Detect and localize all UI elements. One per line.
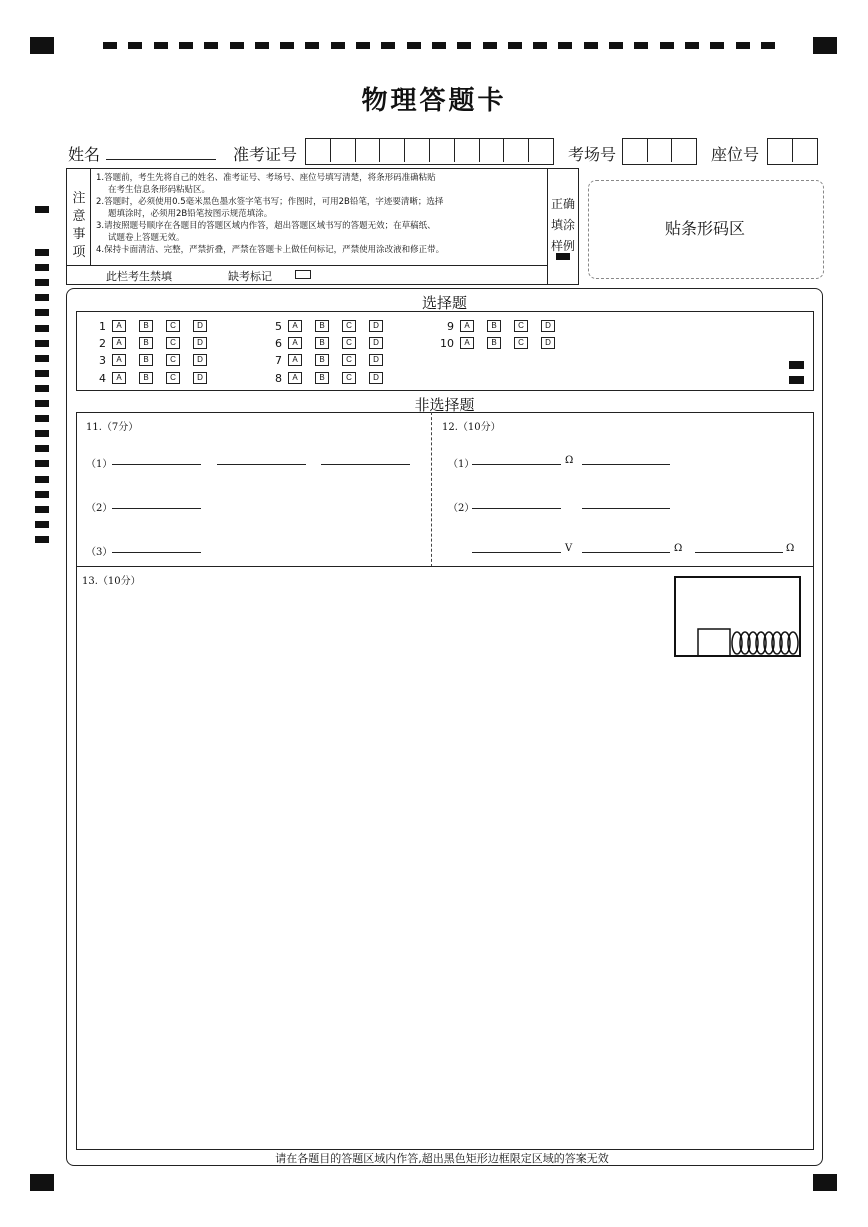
digit-cell[interactable] bbox=[768, 139, 792, 162]
q11-part3-blank[interactable] bbox=[112, 552, 201, 553]
digit-cell[interactable] bbox=[379, 139, 404, 162]
timing-mark bbox=[103, 42, 117, 49]
q12-part2-label: （2） bbox=[448, 503, 475, 514]
digit-cell[interactable] bbox=[671, 139, 696, 162]
room-number-boxes[interactable] bbox=[622, 138, 697, 165]
mc-option-bubble[interactable]: C bbox=[342, 372, 356, 384]
mc-question-row bbox=[268, 319, 396, 333]
q12-part3-unit-ohm-1: Ω bbox=[674, 543, 683, 554]
timing-mark bbox=[710, 42, 724, 49]
timing-mark bbox=[761, 42, 775, 49]
digit-cell[interactable] bbox=[792, 139, 817, 162]
mc-option-bubble[interactable]: D bbox=[541, 337, 555, 349]
notice-label: 注 意 事 项 bbox=[72, 191, 86, 260]
timing-mark bbox=[736, 42, 750, 49]
mc-option-bubble[interactable]: C bbox=[166, 372, 180, 384]
mc-option-bubble[interactable]: D bbox=[369, 337, 383, 349]
corner-mark-top-right bbox=[813, 37, 837, 54]
q12-part2-blank-1[interactable] bbox=[472, 508, 561, 509]
mc-question-row bbox=[92, 353, 220, 367]
digit-cell[interactable] bbox=[503, 139, 528, 162]
q11-part1-blank-3[interactable] bbox=[321, 464, 410, 465]
seat-label: 座位号 bbox=[711, 145, 760, 164]
mc-option-bubble[interactable]: B bbox=[139, 320, 153, 332]
forbidden-label: 此栏考生禁填 bbox=[106, 270, 172, 283]
mc-option-bubble[interactable]: D bbox=[193, 337, 207, 349]
mc-option-bubble[interactable]: D bbox=[369, 372, 383, 384]
timing-mark bbox=[35, 476, 49, 483]
mc-question-number: 1 bbox=[99, 319, 106, 333]
absent-mark-box[interactable] bbox=[295, 270, 311, 279]
q11-q12-divider bbox=[431, 412, 432, 567]
name-field[interactable] bbox=[106, 159, 216, 160]
mc-question-row bbox=[92, 336, 220, 350]
mc-option-bubble[interactable]: A bbox=[288, 372, 302, 384]
timing-mark bbox=[35, 400, 49, 407]
q11-title: 11.（7分） bbox=[86, 422, 139, 433]
notice-line: 3.请按照题号顺序在各题目的答题区域内作答，超出答题区域书写的答题无效；在草稿纸、 bbox=[96, 221, 436, 231]
q12-part2-blank-2[interactable] bbox=[582, 508, 670, 509]
mc-option-bubble[interactable]: B bbox=[487, 337, 501, 349]
mc-option-bubble[interactable]: B bbox=[139, 337, 153, 349]
mc-question-row bbox=[268, 353, 396, 367]
timing-mark bbox=[35, 536, 49, 543]
digit-cell[interactable] bbox=[429, 139, 454, 162]
timing-mark bbox=[432, 42, 446, 49]
timing-mark bbox=[35, 264, 49, 271]
notice-line: 1.答题前，考生先将自己的姓名、准考证号、考场号、座位号填写清楚，将条形码准确粘贴 bbox=[96, 173, 436, 183]
mc-option-bubble[interactable]: B bbox=[315, 337, 329, 349]
mc-option-bubble[interactable]: C bbox=[514, 337, 528, 349]
timing-mark bbox=[407, 42, 421, 49]
q12-part3-blank-2[interactable] bbox=[582, 552, 670, 553]
timing-mark bbox=[35, 415, 49, 422]
timing-mark bbox=[35, 521, 49, 528]
digit-cell[interactable] bbox=[623, 139, 647, 162]
mc-option-bubble[interactable]: C bbox=[166, 320, 180, 332]
absent-label: 缺考标记 bbox=[228, 270, 272, 283]
timing-mark bbox=[356, 42, 370, 49]
mc-option-bubble[interactable]: B bbox=[487, 320, 501, 332]
q11-part1-blank-2[interactable] bbox=[217, 464, 306, 465]
mc-option-bubble[interactable]: A bbox=[112, 372, 126, 384]
example-label: 正确 填涂 样例 bbox=[550, 197, 575, 253]
timing-mark bbox=[331, 42, 345, 49]
mc-question-row bbox=[268, 371, 396, 385]
timing-mark bbox=[508, 42, 522, 49]
mc-option-bubble[interactable]: A bbox=[288, 337, 302, 349]
mc-question-row bbox=[440, 319, 568, 333]
mc-heading: 选择题 bbox=[421, 294, 467, 312]
corner-mark-bottom-right bbox=[813, 1174, 837, 1191]
timing-mark bbox=[533, 42, 547, 49]
mc-option-bubble[interactable]: D bbox=[193, 354, 207, 366]
timing-mark bbox=[35, 340, 49, 347]
mc-question-number: 10 bbox=[440, 336, 454, 350]
mc-option-bubble[interactable]: B bbox=[139, 372, 153, 384]
mc-option-bubble[interactable]: B bbox=[315, 320, 329, 332]
mc-question-number: 5 bbox=[275, 319, 282, 333]
mc-option-bubble[interactable]: B bbox=[315, 354, 329, 366]
timing-mark bbox=[35, 279, 49, 286]
q11-part1-blank-1[interactable] bbox=[112, 464, 201, 465]
id-number-boxes[interactable] bbox=[305, 138, 554, 165]
mc-option-bubble[interactable]: D bbox=[541, 320, 555, 332]
timing-mark bbox=[35, 206, 49, 213]
mc-question-number: 9 bbox=[447, 319, 454, 333]
q13-title: 13.（10分） bbox=[82, 576, 141, 587]
q12-part3-blank-1[interactable] bbox=[472, 552, 561, 553]
timing-mark bbox=[35, 355, 49, 362]
digit-cell[interactable] bbox=[454, 139, 479, 162]
mc-question-row bbox=[92, 319, 220, 333]
q11-part2-label: （2） bbox=[86, 503, 113, 514]
timing-mark bbox=[609, 42, 623, 49]
mc-option-bubble[interactable]: C bbox=[166, 337, 180, 349]
timing-mark bbox=[558, 42, 572, 49]
notice-label-divider bbox=[90, 168, 91, 265]
timing-mark bbox=[204, 42, 218, 49]
timing-mark bbox=[35, 445, 49, 452]
mc-option-bubble[interactable]: A bbox=[460, 337, 474, 349]
q12-part1-blank-2[interactable] bbox=[582, 464, 670, 465]
timing-mark bbox=[35, 385, 49, 392]
nonmc-box bbox=[76, 412, 814, 1150]
digit-cell[interactable] bbox=[479, 139, 504, 162]
spring-block-diagram bbox=[674, 576, 802, 658]
mc-question-row bbox=[440, 336, 568, 350]
mc-option-bubble[interactable]: C bbox=[342, 320, 356, 332]
timing-mark bbox=[280, 42, 294, 49]
mc-question-number: 7 bbox=[275, 353, 282, 367]
mc-option-bubble[interactable]: A bbox=[288, 354, 302, 366]
mc-option-bubble[interactable]: D bbox=[369, 320, 383, 332]
mc-question-row bbox=[92, 371, 220, 385]
q12-part1-unit: Ω bbox=[565, 455, 574, 466]
id-label: 准考证号 bbox=[233, 145, 298, 164]
fill-example-mark bbox=[556, 253, 570, 260]
timing-mark bbox=[35, 491, 49, 498]
mc-option-bubble[interactable]: D bbox=[369, 354, 383, 366]
mc-option-bubble[interactable]: D bbox=[193, 372, 207, 384]
notice-bottom-divider bbox=[66, 265, 548, 266]
notice-example-divider bbox=[547, 168, 548, 284]
notice-line: 在考生信息条形码粘贴区。 bbox=[108, 185, 211, 195]
mc-option-bubble[interactable]: D bbox=[193, 320, 207, 332]
notice-line: 2.答题时，必须使用0.5毫米黑色墨水签字笔书写；作图时，可用2B铅笔，字迹要清晰；选择 bbox=[96, 197, 444, 207]
timing-mark bbox=[584, 42, 598, 49]
q11-part3-label: （3） bbox=[86, 547, 113, 558]
mc-option-bubble[interactable]: A bbox=[288, 320, 302, 332]
mc-mark-2 bbox=[789, 376, 804, 384]
digit-cell[interactable] bbox=[355, 139, 380, 162]
mc-question-number: 8 bbox=[275, 371, 282, 385]
mc-option-bubble[interactable]: C bbox=[342, 337, 356, 349]
timing-mark bbox=[483, 42, 497, 49]
mc-question-number: 4 bbox=[99, 371, 106, 385]
page-title: 物理答题卡 bbox=[361, 86, 507, 116]
q12-part3-unit-v: V bbox=[565, 543, 573, 554]
mc-option-bubble[interactable]: A bbox=[460, 320, 474, 332]
q12-part3-unit-ohm-2: Ω bbox=[786, 543, 795, 554]
q11-part2-blank[interactable] bbox=[112, 508, 201, 509]
nonmc-heading: 非选择题 bbox=[414, 396, 475, 414]
notice-line: 题填涂时，必须用2B铅笔按图示规范填涂。 bbox=[108, 209, 273, 219]
corner-mark-top-left bbox=[30, 37, 54, 54]
timing-mark bbox=[35, 294, 49, 301]
mc-option-bubble[interactable]: B bbox=[139, 354, 153, 366]
mc-option-bubble[interactable]: C bbox=[166, 354, 180, 366]
timing-mark bbox=[35, 325, 49, 332]
notice-text bbox=[96, 172, 544, 256]
digit-cell[interactable] bbox=[647, 139, 672, 162]
q13-figure bbox=[674, 576, 802, 658]
mc-option-bubble[interactable]: A bbox=[112, 337, 126, 349]
timing-mark bbox=[35, 370, 49, 377]
timing-mark bbox=[128, 42, 142, 49]
mc-mark-1 bbox=[789, 361, 804, 369]
notice-line: 试题卷上答题无效。 bbox=[108, 233, 185, 243]
room-label: 考场号 bbox=[568, 145, 617, 164]
timing-mark bbox=[230, 42, 244, 49]
q12-part1-blank-1[interactable] bbox=[472, 464, 561, 465]
q12-part1-label: （1） bbox=[448, 459, 475, 470]
q12-part3-blank-3[interactable] bbox=[695, 552, 783, 553]
mc-option-bubble[interactable]: C bbox=[342, 354, 356, 366]
q12-title: 12.（10分） bbox=[442, 422, 501, 433]
corner-mark-bottom-left bbox=[30, 1174, 54, 1191]
digit-cell[interactable] bbox=[306, 139, 330, 162]
timing-mark bbox=[179, 42, 193, 49]
timing-mark bbox=[634, 42, 648, 49]
digit-cell[interactable] bbox=[528, 139, 553, 162]
notice-line: 4.保持卡面清洁、完整，严禁折叠，严禁在答题卡上做任何标记，严禁使用涂改液和修正带。 bbox=[96, 245, 445, 255]
timing-mark bbox=[35, 506, 49, 513]
digit-cell[interactable] bbox=[404, 139, 429, 162]
timing-mark bbox=[457, 42, 471, 49]
timing-mark bbox=[35, 309, 49, 316]
timing-mark bbox=[35, 249, 49, 256]
timing-mark bbox=[305, 42, 319, 49]
digit-cell[interactable] bbox=[330, 139, 355, 162]
mc-option-bubble[interactable]: A bbox=[112, 320, 126, 332]
mc-option-bubble[interactable]: A bbox=[112, 354, 126, 366]
timing-mark bbox=[660, 42, 674, 49]
barcode-area-label: 贴条形码区 bbox=[664, 219, 745, 238]
mc-option-bubble[interactable]: C bbox=[514, 320, 528, 332]
timing-mark bbox=[35, 430, 49, 437]
timing-mark bbox=[381, 42, 395, 49]
q13-top-divider bbox=[76, 566, 813, 567]
mc-option-bubble[interactable]: B bbox=[315, 372, 329, 384]
name-label: 姓名 bbox=[68, 145, 101, 164]
mc-question-number: 3 bbox=[99, 353, 106, 367]
timing-mark bbox=[154, 42, 168, 49]
timing-mark bbox=[685, 42, 699, 49]
mc-question-row bbox=[268, 336, 396, 350]
mc-question-number: 6 bbox=[275, 336, 282, 350]
mc-question-number: 2 bbox=[99, 336, 106, 350]
q11-part1-label: （1） bbox=[86, 459, 113, 470]
timing-mark bbox=[35, 460, 49, 467]
footer-note: 请在各题目的答题区域内作答,超出黑色矩形边框限定区域的答案无效 bbox=[275, 1152, 609, 1165]
seat-number-boxes[interactable] bbox=[767, 138, 818, 165]
timing-mark bbox=[255, 42, 269, 49]
